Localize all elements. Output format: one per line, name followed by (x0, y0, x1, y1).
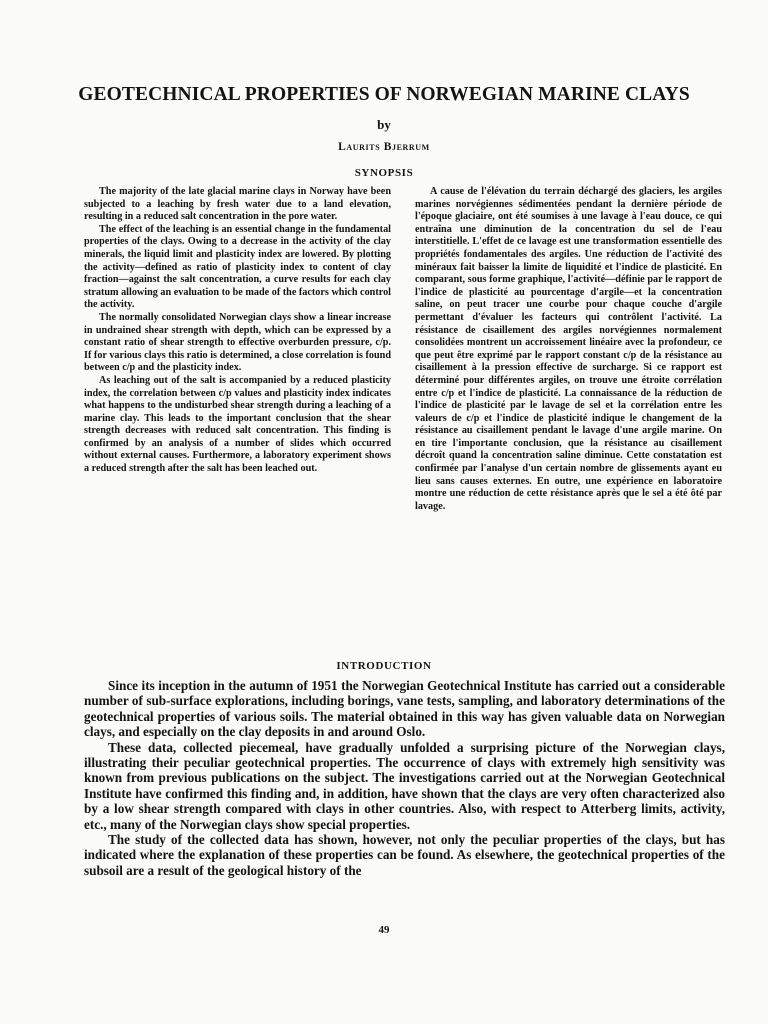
paper-title: GEOTECHNICAL PROPERTIES OF NORWEGIAN MARINE CLAYS (78, 84, 690, 105)
byline-by: by (377, 117, 391, 132)
introduction-paragraph: These data, collected piecemeal, have gradually unfolded a surprising picture of the Norwegian clays, illustrating their peculiar geotechnical properties. The occurrence of clays with extremely high sensitivity was known from previous publications on the subject. The investigations carried out at the Norwegian Geotechnical Institute have confirmed this finding and, in addition, have shown that the clays are very often characterized also by a low shear strength compared with clays in other countries. Also, with respect to Atterberg limits, activity, etc., many of the Norwegian clays show special properties. (84, 739, 725, 832)
synopsis-english-paragraph: As leaching out of the salt is accompanied by a reduced plasticity index, the correlation between c/p values and plasticity index indicates what happens to the undisturbed shear strength during a leaching of a marine clay. This leads to the important conclusion that the shear strength decreases with reduced salt concentration. This finding is confirmed by an analysis of a number of slides which occurred without external causes. Furthermore, a laboratory experiment shows a reduced strength after the salt has been leached out. (84, 374, 391, 475)
introduction-body (84, 678, 725, 878)
synopsis-english-paragraph: The normally consolidated Norwegian clays show a linear increase in undrained shear strength with depth, which can be expressed by a constant ratio of shear strength to effective overburden pressure, c/p. If for various clays this ratio is determined, a close correlation is found between c/p and the plasticity index. (84, 311, 391, 374)
synopsis-french-column (415, 186, 722, 513)
synopsis-english-paragraph: The majority of the late glacial marine clays in Norway have been subjected to a leaching by fresh water due to a land elevation, resulting in a reduced salt concentration in the pore water. (84, 186, 391, 223)
author-name: Laurits Bjerrum (338, 141, 430, 153)
introduction-paragraph: Since its inception in the autumn of 1951 the Norwegian Geotechnical Institute has carried out a considerable number of sub-surface explorations, including borings, vane tests, sampling, and laboratory determinations of the geotechnical properties of various soils. The material obtained in this way has given valuable data on Norwegian clays, and especially on the clay deposits in and around Oslo. (84, 678, 725, 740)
page-number: 49 (378, 924, 390, 936)
introduction-paragraph: The study of the collected data has shown, however, not only the peculiar properties of the clays, but has indicated where the explanation of these properties can be found. As elsewhere, the geotechnical properties of the subsoil are a result of the geological history of the (84, 832, 725, 878)
synopsis-heading: SYNOPSIS (354, 167, 414, 179)
synopsis-english-column (84, 186, 391, 476)
synopsis-english-paragraph: The effect of the leaching is an essential change in the fundamental properties of the clays. Owing to a decrease in the activity of the clay minerals, the liquid limit and plasticity index are lowered. By plotting the activity—defined as ratio of plasticity index to content of clay fraction—against the salt concentration, a curve results for each clay stratum allowing an evaluation to be made of the factors which control the activity. (84, 223, 391, 311)
synopsis-french-paragraph: A cause de l'élévation du terrain déchargé des glaciers, les argiles marines norvégiennes sédimentées pendant la dernière période de l'époque glaciaire, ont été soumises à une lavage à l'eau douce, ce qui entraîna une diminution de la concentration du sel de l'eau interstitielle. L'effet de ce lavage est une transformation essentielle des propriétés fondamentales des argiles. Une réduction de l'activité des minéraux fait baisser la limite de liquidité et l'indice de plasticité. En comparant, sous forme graphique, l'activité—définie par le rapport de l'indice de plasticité au pourcentage d'argile—et la concentration saline, on peut tracer une courbe pour chaque couche d'argile permettant d'évaluer les facteurs qui contrôlent l'activité. La résistance de cisaillement des argiles norvégiennes normalement consolidées montrent un accroissement linéaire avec la profondeur, ce que peut être exprimé par le rapport constant c/p de la résistance au cisaillement à la pression effective de surcharge. Si ce rapport est déterminé pour différentes argiles, on trouve une étroite corrélation entre c/p et l'indice de plasticité. La connaissance de la réduction de l'indice de plasticité par le lavage de sel et la corrélation entre les valeurs de c/p et l'indice de plasticité indique le changement de la résistance au cisaillement pendant le lavage d'une argile marine. On en tire l'importante conclusion, que la résistance au cisaillement décroît quand la concentration saline diminue. Cette constatation est confirmée par l'analyse d'un certain nombre de glissements ayant eu lieu sans causes externes. En outre, une expérience en laboratoire montre une réduction de cette résistance après que le sel a été ôté par lavage. (415, 186, 722, 512)
introduction-heading: INTRODUCTION (336, 660, 432, 672)
